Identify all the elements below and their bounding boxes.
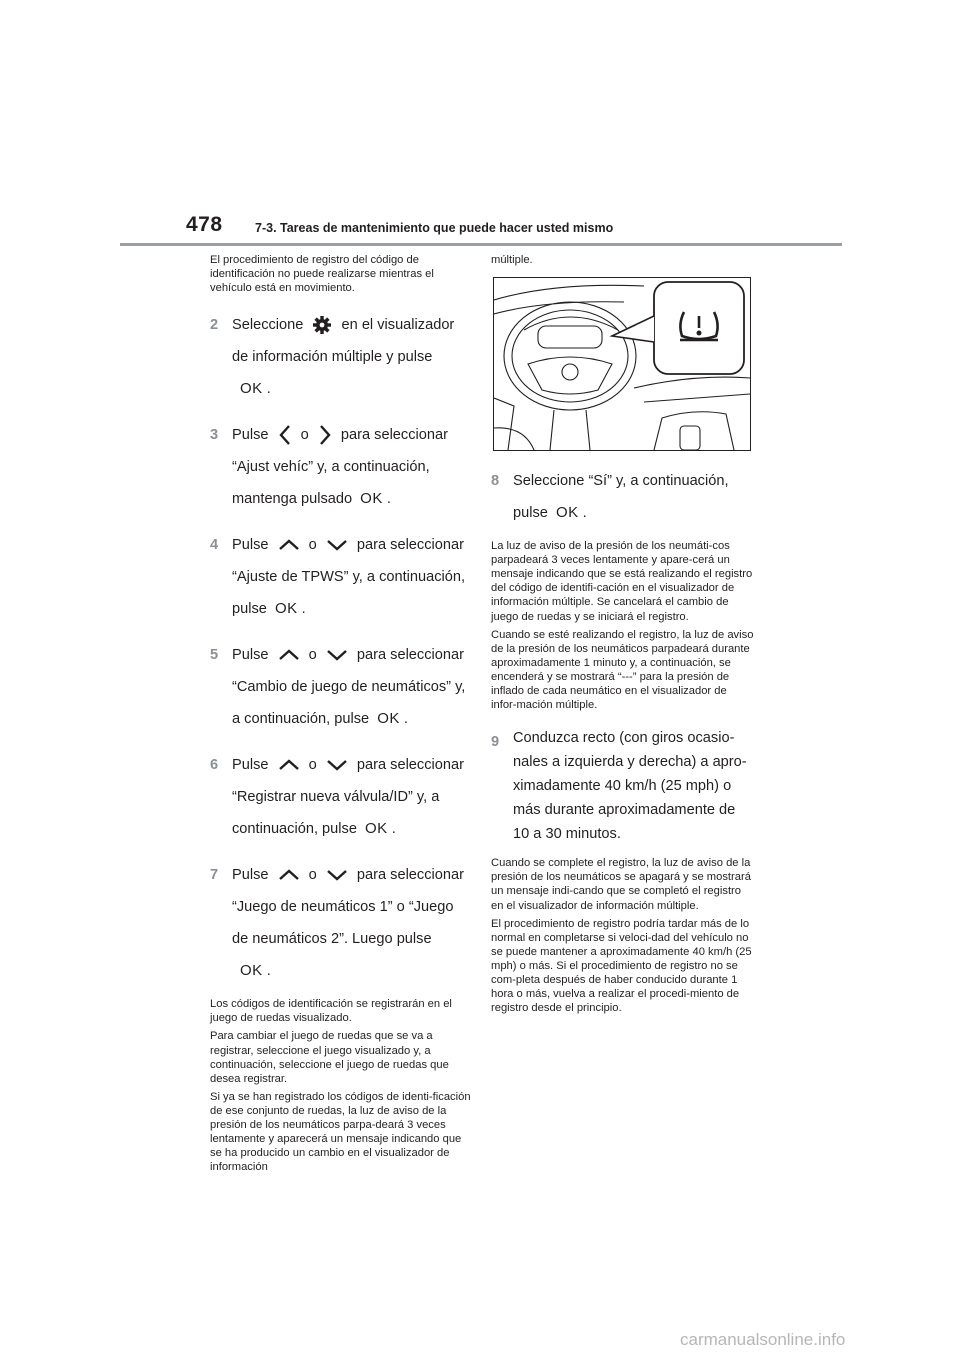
step-number: 4 [210, 537, 219, 554]
chevron-down-icon [326, 758, 348, 772]
ok-button-icon: OK [555, 504, 579, 522]
paragraph: Cuando se esté realizando el registro, la luz de aviso de la presión de los neumáticos parpadeará durante aproximadamente 1 minuto y, a continuación, se encenderá y se mostrará “---” para la presión de inflado de cada neumático en el visualizador de infor-mación múltiple. [491, 628, 754, 712]
step-text: en el visualizador de información múltiple y pulse [232, 317, 455, 366]
site-watermark: carmanualsonline.info [680, 1330, 846, 1349]
step-7: 7 Pulse o para seleccionar “Juego de neumáticos 1” o “Juego de neumáticos 2”. Luego pulse OK . [210, 859, 472, 987]
step-8: 8 Seleccione “Sí” y, a continuación, pulse OK . [491, 465, 755, 529]
step-text: para seleccionar “Cambio de juego de neumáticos” y, a continuación, pulse [232, 647, 466, 728]
step-number: 8 [491, 473, 500, 490]
step-number: 7 [210, 867, 219, 884]
step-9 [491, 726, 755, 846]
section-title: 7-3. Tareas de mantenimiento que puede hacer usted mismo [255, 221, 614, 235]
right-column [491, 253, 755, 1019]
step-5: 5 Pulse o para seleccionar “Cambio de juego de neumáticos” y, a continuación, pulse OK . [210, 639, 472, 735]
ok-button-icon: OK [240, 962, 263, 980]
step-number: 3 [210, 427, 219, 444]
step-text: Seleccione “Sí” y, a continuación, pulse [513, 473, 729, 522]
step-text: Pulse [232, 427, 269, 444]
step-number: 6 [210, 757, 219, 774]
paragraph: El procedimiento de registro podría tardar más de lo normal en completarse si veloci-dad del vehículo no se puede mantener a aproximadamente 40 km/h (25 mph) o más. Si el procedimiento de registro no se com-pleta después de haber conducido durante 1 hora o más, vuelva a realizar el procedi-miento de registro desde el principio. [491, 917, 752, 1015]
step-text: Seleccione [232, 317, 304, 334]
paragraph: Cuando se complete el registro, la luz de aviso de la presión de los neumáticos se apagará y se mostrará un mensaje indi-cando que se completó el registro en el visualizador de información múltiple. [491, 857, 751, 912]
intro-paragraph: El procedimiento de registro del código de identificación no puede realizarse mientras el vehículo está en movimiento. [210, 254, 434, 295]
gear-icon [312, 315, 332, 335]
step-text: para seleccionar “Ajuste de TPWS” y, a continuación, pulse [232, 537, 466, 618]
step-6: 6 Pulse o para seleccionar “Registrar nueva válvula/ID” y, a continuación, pulse OK . [210, 749, 472, 845]
ok-button-icon: OK [377, 710, 400, 728]
chevron-down-icon [326, 868, 348, 882]
step-number: 9 [491, 734, 500, 751]
step-4: 4 Pulse o para seleccionar “Ajuste de TPWS” y, a continuación, pulse OK . [210, 529, 472, 625]
step-text: Pulse [232, 647, 269, 664]
paragraph-continuation: múltiple. [491, 254, 533, 266]
chevron-down-icon [326, 648, 348, 662]
dashboard-illustration [493, 277, 751, 451]
ok-button-icon: OK [365, 820, 388, 838]
paragraph: Los códigos de identificación se registrarán en el juego de ruedas visualizado. [210, 998, 452, 1025]
step-number: 5 [210, 647, 219, 664]
dashboard-drawing [494, 278, 750, 450]
step-text: Conduzca recto (con giros ocasio-nales a izquierda y derecha) a apro-ximadamente 40 km/h (25 mph) o más durante aproximadamente de 10 a 30 minutos. [513, 730, 747, 843]
chevron-up-icon [278, 648, 300, 662]
ok-button-icon: OK [274, 600, 298, 618]
step-3: 3 Pulse o para seleccionar “Ajust vehíc” y, a continuación, mantenga pulsado OK . [210, 419, 472, 515]
ok-button-icon: OK [240, 380, 263, 398]
paragraph: Si ya se han registrado los códigos de identi-ficación de ese conjunto de ruedas, la luz de aviso de la presión de los neumáticos parpa-deará 3 veces lentamente y aparecerá un mensaje indicando que se ha producido un cambio en el visualizador de información [210, 1090, 471, 1174]
step-text: para seleccionar “Juego de neumáticos 1” o “Juego de neumáticos 2”. Luego pulse [232, 867, 464, 948]
step-text: Pulse [232, 537, 269, 554]
chevron-down-icon [326, 538, 348, 552]
ok-button-icon: OK [360, 490, 383, 508]
paragraph: La luz de aviso de la presión de los neumáti-cos parpadeará 3 veces lentamente y apare-cerá un mensaje indicando que se está realizando el registro del código de identifi-cación en el visualizador de información múltiple. Se cancelará el cambio de juego de ruedas y se iniciará el registro. [491, 540, 753, 623]
header-rule [120, 243, 842, 246]
step-number: 2 [210, 317, 219, 334]
step-text: Pulse [232, 867, 269, 884]
page-number: 478 [186, 213, 223, 236]
left-column [210, 253, 472, 1178]
step-text: para seleccionar “Registrar nueva válvula/ID” y, a continuación, pulse [232, 757, 464, 838]
chevron-left-icon [278, 424, 292, 446]
chevron-up-icon [278, 538, 300, 552]
step-2: 2 Seleccione en el visualizador de información múltiple y pulse OK . [210, 309, 472, 405]
chevron-up-icon [278, 868, 300, 882]
step-text: para seleccionar “Ajust vehíc” y, a continuación, mantenga pulsado [232, 427, 448, 508]
step-text: Pulse [232, 757, 269, 774]
chevron-right-icon [318, 424, 332, 446]
chevron-up-icon [278, 758, 300, 772]
paragraph: Para cambiar el juego de ruedas que se va a registrar, seleccione el juego visualizado y, a continuación, seleccione el juego de ruedas que desea registrar. [210, 1030, 449, 1085]
